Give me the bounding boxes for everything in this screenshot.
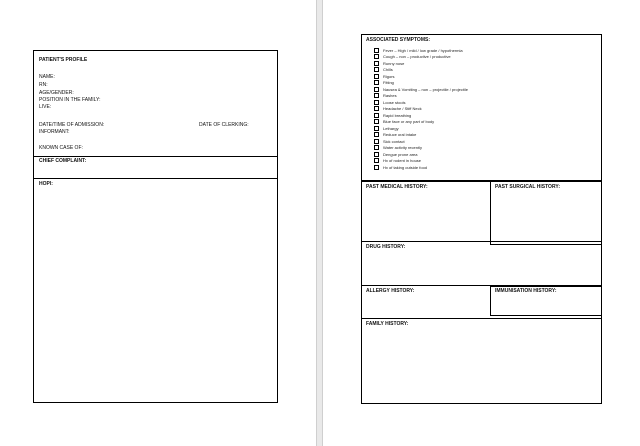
symptom-label: Fever – High / mild / low grade / hypothermia bbox=[383, 48, 463, 53]
symptom-label: Fitting bbox=[383, 80, 394, 85]
symptom-row bbox=[374, 87, 468, 92]
allergy-history-label: ALLERGY HISTORY: bbox=[366, 288, 415, 294]
checkbox[interactable] bbox=[374, 80, 379, 85]
symptom-label: Cough – non – productive / productive bbox=[383, 54, 451, 59]
symptom-label: Lethargy bbox=[383, 126, 399, 131]
checkbox[interactable] bbox=[374, 132, 379, 137]
symptom-label: Chills bbox=[383, 67, 393, 72]
family-position-label: POSITION IN THE FAMILY: bbox=[39, 97, 101, 103]
checkbox[interactable] bbox=[374, 93, 379, 98]
checkbox[interactable] bbox=[374, 119, 379, 124]
symptom-row bbox=[374, 113, 411, 118]
past-surgical-history-box bbox=[490, 181, 602, 245]
symptom-row bbox=[374, 158, 421, 163]
symptom-row bbox=[374, 106, 422, 111]
symptom-label: Sick contact bbox=[383, 139, 405, 144]
checkbox[interactable] bbox=[374, 152, 379, 157]
symptom-row bbox=[374, 100, 405, 105]
symptom-label: Headache / Stiff Neck bbox=[383, 106, 422, 111]
checkbox[interactable] bbox=[374, 106, 379, 111]
symptom-row bbox=[374, 132, 416, 137]
past-medical-history-label: PAST MEDICAL HISTORY: bbox=[366, 184, 428, 190]
symptom-row bbox=[374, 61, 404, 66]
symptom-label: Rapid breathing bbox=[383, 113, 412, 118]
symptom-label: Blue face or any part of body bbox=[383, 119, 435, 124]
drug-history-label: DRUG HISTORY: bbox=[366, 244, 406, 250]
checkbox[interactable] bbox=[374, 126, 379, 131]
symptom-label: Dengue prone area bbox=[383, 152, 418, 157]
informant-label: INFORMANT: bbox=[39, 129, 70, 135]
checkbox[interactable] bbox=[374, 67, 379, 72]
admission-label: DATE/TIME OF ADMISSION: bbox=[39, 122, 105, 128]
symptom-row bbox=[374, 145, 422, 150]
rn-label: RN: bbox=[39, 82, 48, 88]
past-surgical-history-label: PAST SURGICAL HISTORY: bbox=[495, 184, 561, 190]
profile-title: PATIENT'S PROFILE bbox=[39, 57, 88, 63]
checkbox[interactable] bbox=[374, 100, 379, 105]
family-history-label: FAMILY HISTORY: bbox=[366, 321, 409, 327]
symptom-row bbox=[374, 165, 427, 170]
checkbox[interactable] bbox=[374, 54, 379, 59]
symptom-row bbox=[374, 119, 434, 124]
age-gender-label: AGE/GENDER: bbox=[39, 90, 74, 96]
symptom-label: Nausea & Vomiting – non – projectile / projectile bbox=[383, 87, 468, 92]
symptom-row bbox=[374, 80, 394, 85]
divider-drug-history bbox=[361, 241, 602, 242]
divider-hopi bbox=[33, 178, 278, 179]
symptom-row bbox=[374, 139, 405, 144]
checkbox[interactable] bbox=[374, 113, 379, 118]
symptom-row bbox=[374, 93, 397, 98]
symptom-row bbox=[374, 67, 393, 72]
chief-complaint-label: CHIEF COMPLAINT: bbox=[39, 158, 87, 164]
checkbox[interactable] bbox=[374, 61, 379, 66]
known-case-label: KNOWN CASE OF: bbox=[39, 145, 83, 151]
divider-family-history bbox=[361, 318, 602, 319]
symptom-row bbox=[374, 126, 399, 131]
name-label: NAME: bbox=[39, 74, 55, 80]
checkbox[interactable] bbox=[374, 87, 379, 92]
symptom-label: Loose stools bbox=[383, 100, 406, 105]
divider-chief-complaint bbox=[33, 156, 278, 157]
symptom-label: Reduce oral intake bbox=[383, 132, 417, 137]
symptom-row bbox=[374, 74, 395, 79]
symptom-label: Water activity recently bbox=[383, 145, 422, 150]
checkbox[interactable] bbox=[374, 145, 379, 150]
checkbox[interactable] bbox=[374, 158, 379, 163]
symptom-label: Hx of taking outside food bbox=[383, 165, 428, 170]
symptom-label: Hx of rodent in house bbox=[383, 158, 422, 163]
immunisation-history-label: IMMUNISATION HISTORY: bbox=[495, 288, 557, 294]
symptom-label: Runny nose bbox=[383, 61, 405, 66]
checkbox[interactable] bbox=[374, 139, 379, 144]
symptom-label: Rigors bbox=[383, 74, 395, 79]
symptom-row bbox=[374, 54, 451, 59]
hopi-label: HOPI: bbox=[39, 181, 53, 187]
live-label: LIVE: bbox=[39, 104, 52, 110]
associated-symptoms-label: ASSOCIATED SYMPTOMS: bbox=[366, 37, 430, 43]
checkbox[interactable] bbox=[374, 74, 379, 79]
checkbox[interactable] bbox=[374, 48, 379, 53]
symptom-row bbox=[374, 152, 417, 157]
checkbox[interactable] bbox=[374, 165, 379, 170]
symptom-label: Rashes bbox=[383, 93, 397, 98]
clerking-label: DATE OF CLERKING: bbox=[199, 122, 249, 128]
symptom-row bbox=[374, 48, 463, 53]
